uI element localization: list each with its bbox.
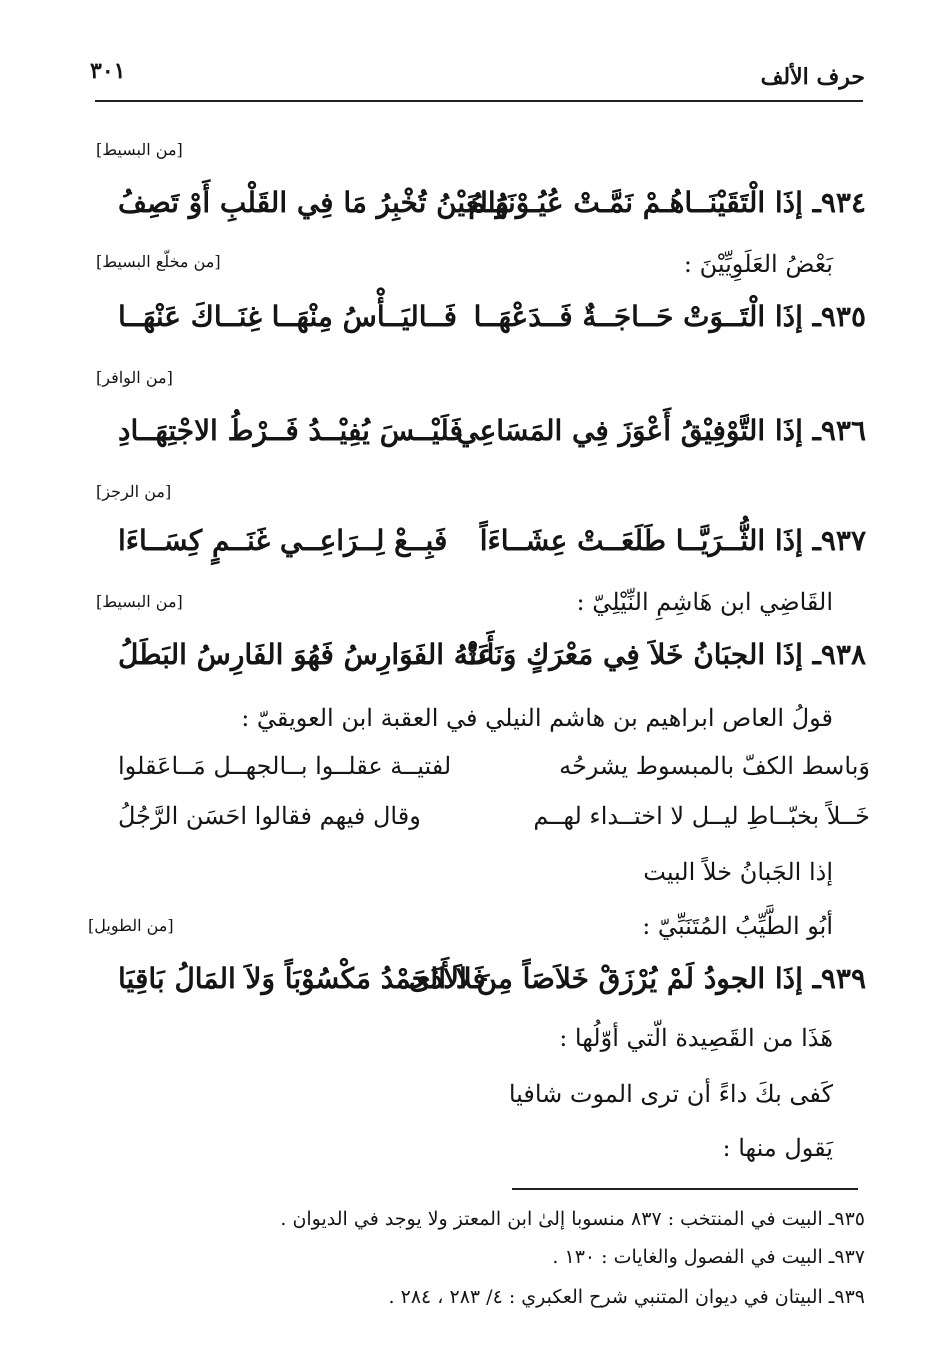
speaker: أبُو الطَّيِّبُ المُتَنَبِّيّ :: [642, 912, 833, 940]
verse-937: [118, 524, 866, 572]
verse-935: [118, 300, 866, 348]
footnote-rule: [512, 1188, 858, 1190]
meter-label: [من البسيط]: [96, 592, 183, 611]
second-hemistich: فَــاليَــأْسُ مِنْهَــا غِنَــاكَ عَنْهَــا: [118, 300, 458, 333]
first-hemistich: ٩٣٧ـ إذَا الثُّــرَيَّــا طَلَعَــتْ عِشَــاءَاً: [479, 524, 866, 557]
verse-938: [118, 638, 866, 686]
meter-label: [من مخلّع البسيط]: [96, 252, 221, 271]
first-hemistich: ٩٣٦ـ إذَا التَّوْفِيْقُ أَعْوَزَ فِي المَسَاعِي: [456, 414, 866, 447]
second-hemistich: لفتيــة عقلــوا بــالجهــل مَــاعَقلوا: [118, 752, 452, 780]
speaker: بَعْضُ العَلَوِيِّيْنَ :: [683, 250, 833, 278]
meter-label: [من الرجز]: [96, 482, 172, 501]
commentary-closing: إذا الجَبانُ خلاً البيت: [643, 858, 833, 886]
meter-label: [من البسيط]: [96, 140, 183, 159]
page-number: ٣٠١: [90, 58, 126, 84]
header-rule: [95, 100, 863, 102]
second-hemistich: فَلَيْــسَ يُفِيْــدُ فَــرْطُ الاجْتِهَــادِ: [118, 414, 463, 447]
note-line: كَفى بكَ داءً أن ترى الموت شافيا: [508, 1080, 833, 1108]
second-hemistich: عَنْهُ الفَوَارِسُ فَهُوَ الفَارِسُ البَطَلُ: [118, 638, 494, 671]
second-hemistich: فَبِــعْ لِــرَاعِــي غَنَــمٍ كِسَــاءَا: [118, 524, 448, 557]
verse-934: [118, 186, 866, 234]
footnote: ٩٣٥ـ البيت في المنتخب : ٨٣٧ منسوبا إلىٰ ابن المعتز ولا يوجد في الديوان .: [280, 1208, 865, 1230]
first-hemistich: ٩٣٨ـ إذَا الجبَانُ خَلاَ فِي مَعْرَكٍ وَنَأَتْ: [460, 638, 866, 671]
commentary-verse-1: [118, 752, 870, 800]
footnote: ٩٣٧ـ البيت في الفصول والغايات : ١٣٠ .: [552, 1246, 865, 1268]
second-hemistich: وقال فيهم فقالوا احَسَن الرَّجُلُ: [118, 802, 421, 830]
first-hemistich: ٩٣٩ـ إذَا الجودُ لَمْ يُرْزَقْ خَلاَصَاً مِنَ الأَذَى: [408, 962, 866, 995]
first-hemistich: خَــلاً بخبّــاطِ ليــل لا اختــداء لهــم: [533, 802, 870, 830]
note-line: هَذَا من القَصِيدة الّتي أوّلُها :: [559, 1024, 833, 1052]
footnote: ٩٣٩ـ البيتان في ديوان المتنبي شرح العكبري : ٤/ ٢٨٣ ، ٢٨٤ .: [388, 1286, 865, 1308]
commentary-intro: قولُ العاص ابراهيم بن هاشم النيلي في العقبة ابن العويقيّ :: [241, 704, 833, 732]
meter-label: [من الطويل]: [88, 916, 174, 935]
second-hemistich: وَالعَيْنُ تُخْبِرُ مَا فِي القَلْبِ أَوْ تَصِفُ: [118, 186, 510, 219]
first-hemistich: وَباسط الكفّ بالمبسوط يشرحُه: [559, 752, 870, 780]
speaker: القَاضِي ابن هَاشِمِ النِّيْلِيّ :: [576, 588, 833, 616]
commentary-verse-2: [118, 802, 870, 850]
meter-label: [من الوافر]: [96, 368, 173, 387]
second-hemistich: فَلاَ الحَمْدُ مَكْسُوْبَاً وَلاَ المَالُ بَاقِيَا: [118, 962, 486, 995]
verse-936: [118, 414, 866, 462]
first-hemistich: ٩٣٤ـ إذَا الْتَقَيْنَــاهُـمْ نَمَّـتْ عُيُـوْنَهُـمُ: [468, 186, 866, 219]
verse-939: [118, 962, 866, 1010]
first-hemistich: ٩٣٥ـ إذَا الْتَــوَتْ حَــاجَــةٌ فَــدَعْهَــا: [473, 300, 866, 333]
section-title: حرف الألف: [760, 64, 865, 90]
note-line: يَقول منها :: [722, 1134, 833, 1162]
